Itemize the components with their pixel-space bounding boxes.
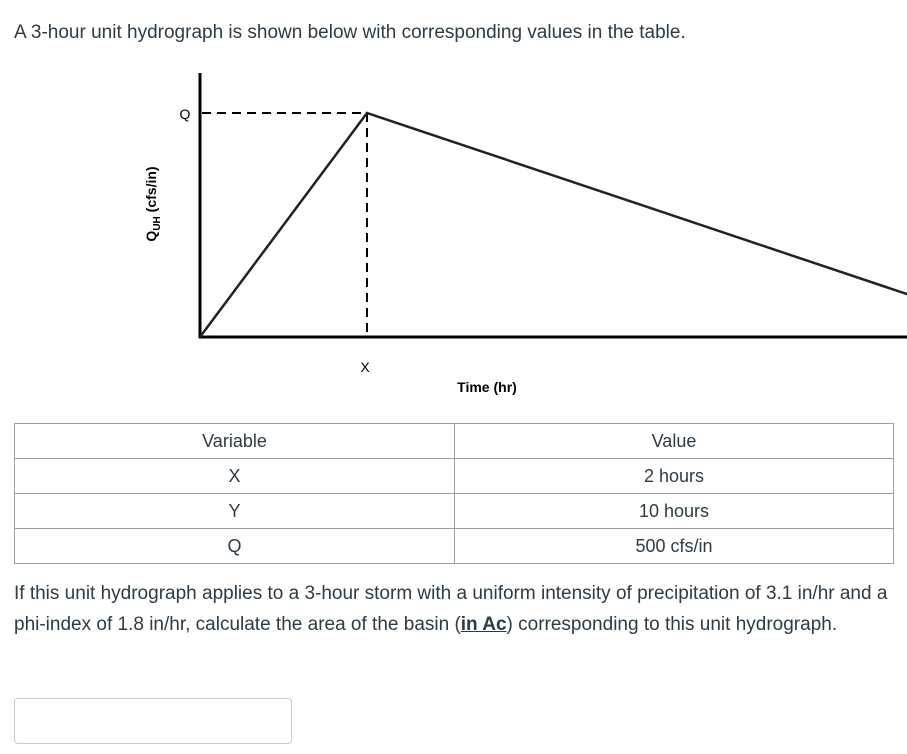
y-axis-title-unit: (cfs/in)	[143, 166, 159, 217]
table-cell-value: 500 cfs/in	[455, 529, 894, 564]
question-unit-emphasis: in Ac	[460, 614, 507, 635]
y-axis-title	[143, 166, 163, 241]
table-header-value: Value	[455, 424, 894, 459]
table-cell-value: 2 hours	[455, 459, 894, 494]
table-row	[15, 529, 894, 564]
table-cell-variable: Y	[15, 494, 455, 529]
peak-q-label: Q	[179, 106, 191, 122]
table-row	[15, 494, 894, 529]
time-to-peak-label: X	[360, 359, 370, 375]
table-header-variable: Variable	[15, 424, 455, 459]
table-cell-variable: X	[15, 459, 455, 494]
variables-table	[14, 423, 894, 564]
table-cell-value: 10 hours	[455, 494, 894, 529]
table-row	[15, 459, 894, 494]
y-axis-title-subscript: UH	[152, 216, 163, 231]
y-axis-title-q: Q	[143, 230, 159, 242]
question-body	[14, 578, 899, 640]
hydrograph-line	[200, 113, 907, 337]
question-body-text: If this unit hydrograph applies to a 3-hour storm with a uniform intensity of precipitation of 3.1 in/hr and a phi-index of 1.8 in/hr, calculate the area of the basin (	[14, 583, 888, 635]
x-axis-title: Time (hr)	[457, 379, 517, 395]
table-cell-variable: Q	[15, 529, 455, 564]
question-body-text-end: ) corresponding to this unit hydrograph.	[506, 614, 838, 635]
table-header-row	[15, 424, 894, 459]
question-intro: A 3-hour unit hydrograph is shown below with corresponding values in the table.	[14, 22, 686, 43]
answer-input[interactable]	[14, 698, 292, 744]
